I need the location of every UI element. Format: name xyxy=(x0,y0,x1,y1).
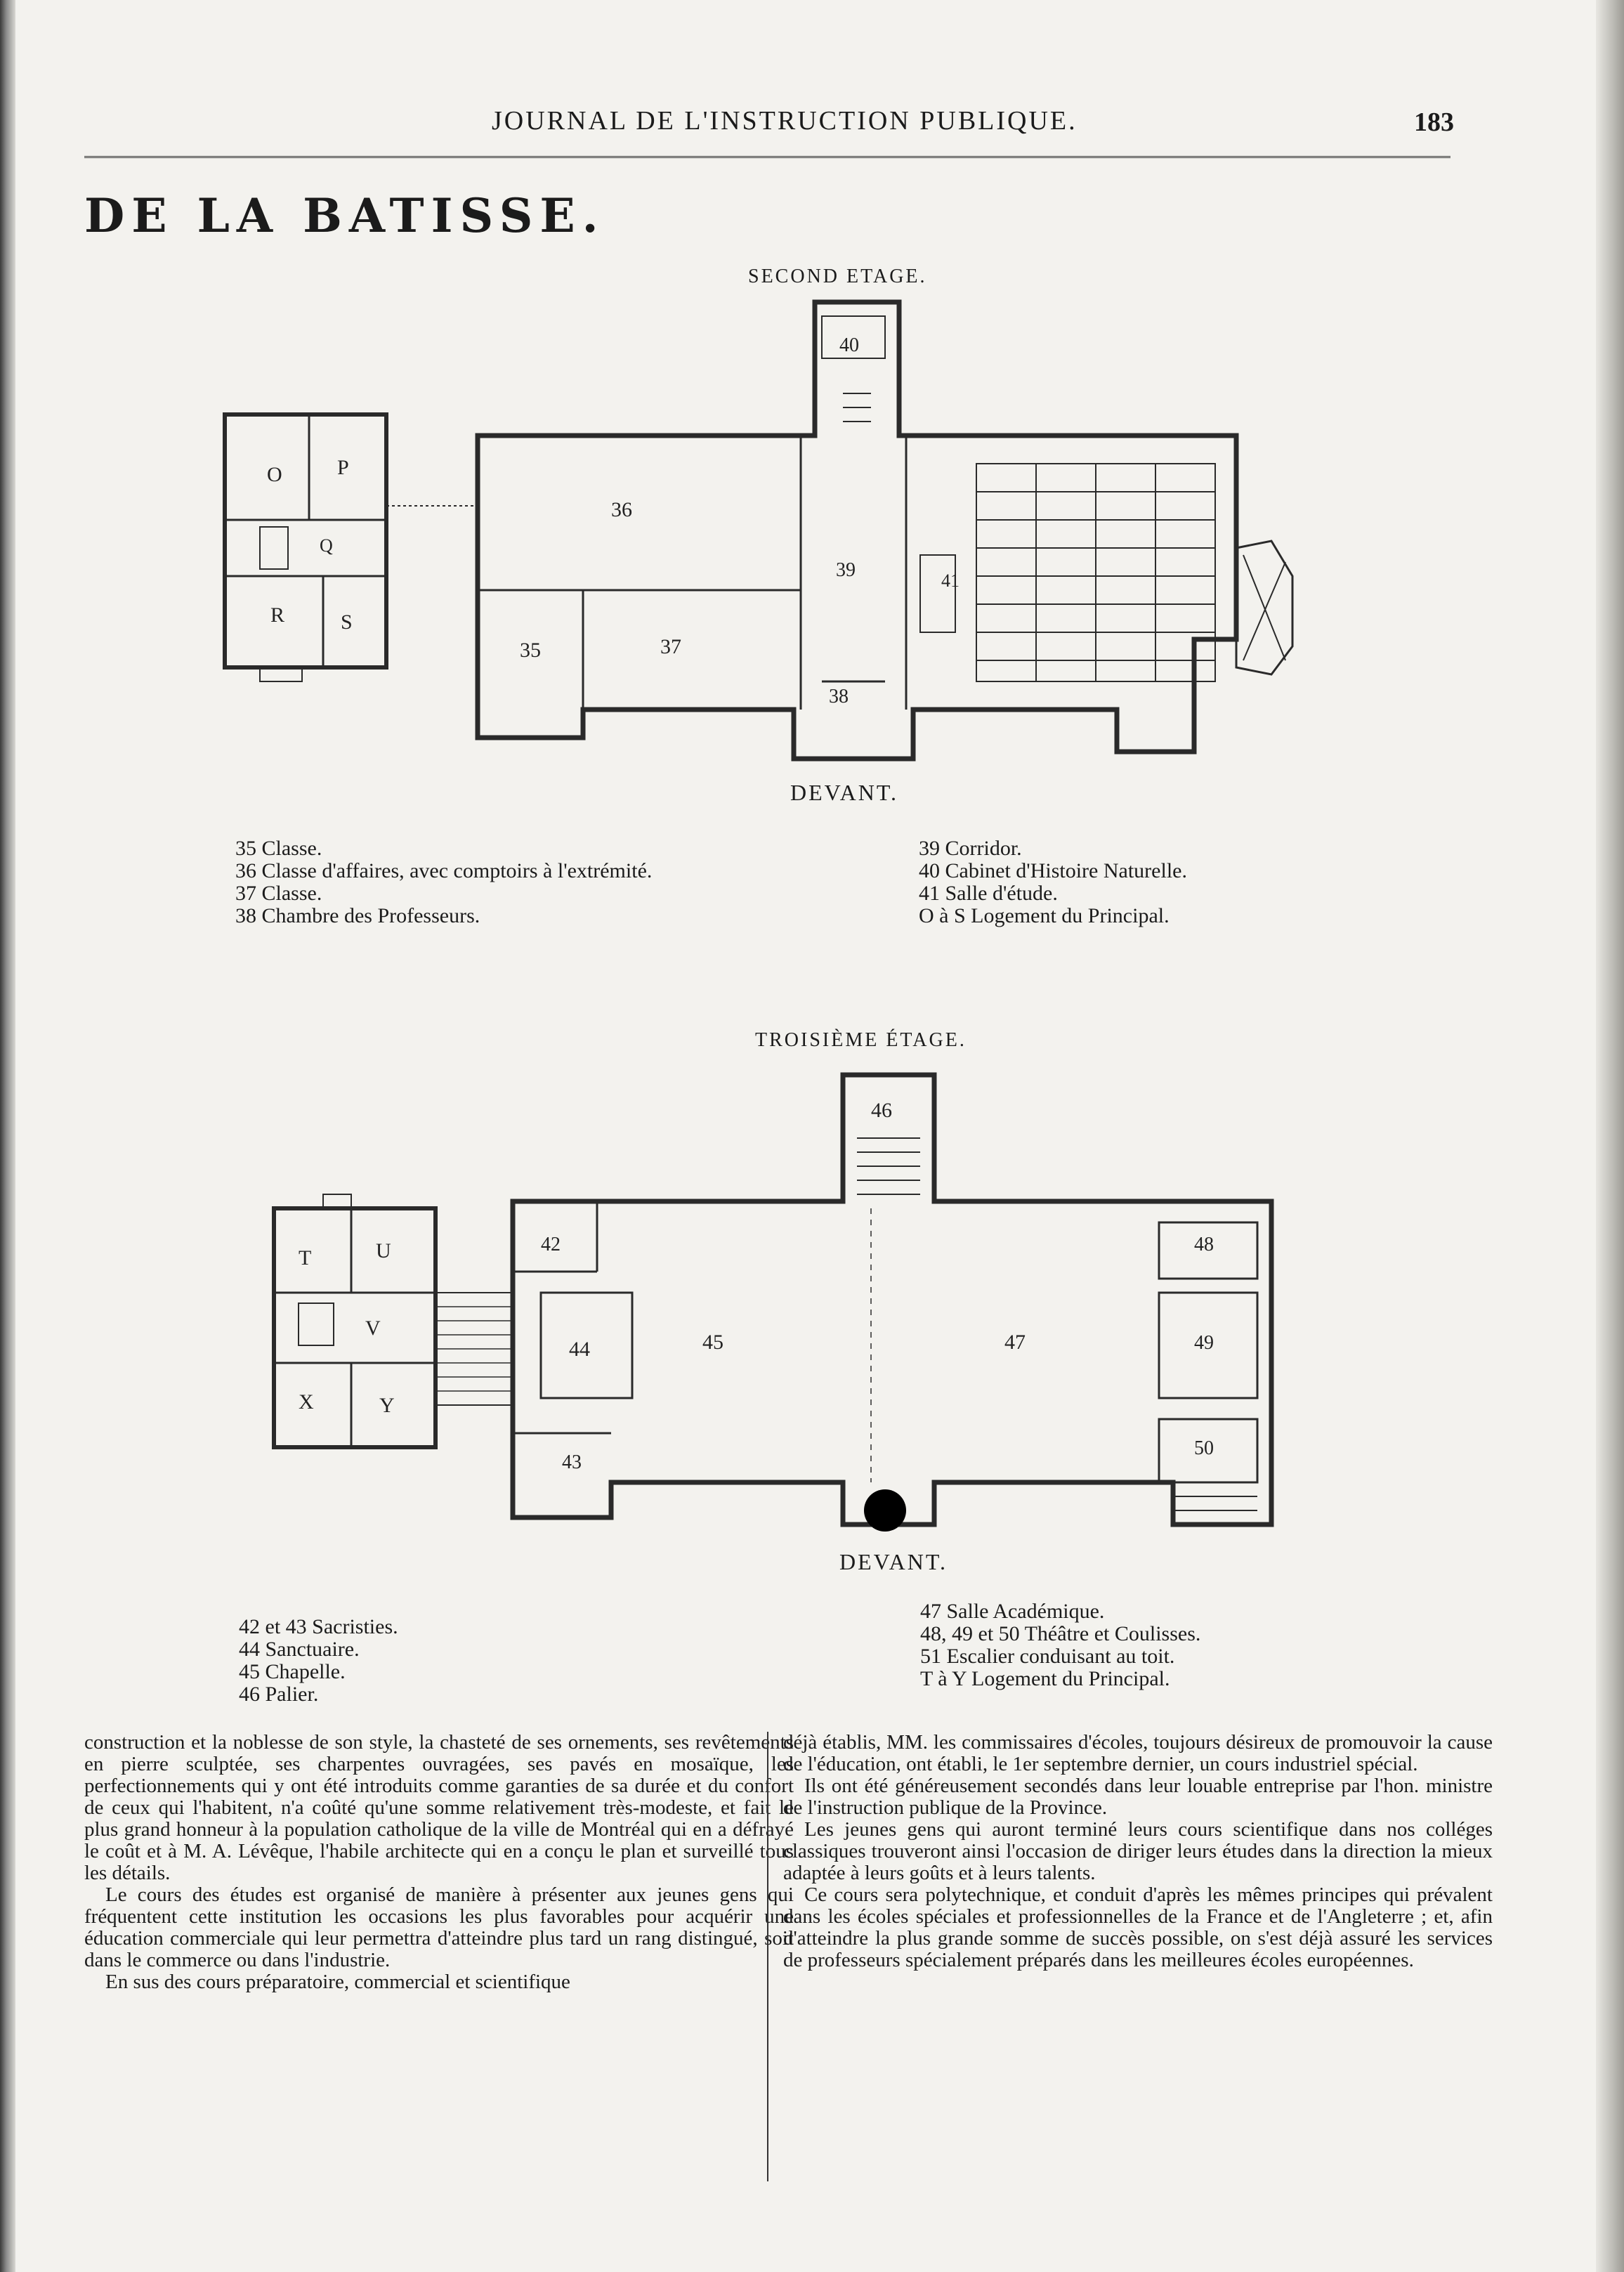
column-rule xyxy=(767,1732,768,2181)
second-floor-legend-right xyxy=(919,837,1187,927)
legend-item: 48, 49 et 50 Théâtre et Coulisses. xyxy=(920,1622,1201,1645)
second-floor-front-label: DEVANT. xyxy=(790,780,899,805)
room-label-47: 47 xyxy=(1004,1331,1026,1354)
legend-item: 36 Classe d'affaires, avec comptoirs à l'extrémité. xyxy=(235,859,653,882)
paragraph: Le cours des études est organisé de manière à présenter aux jeunes gens qui fréquentent cette institution les occasions les plus favorables pour acquérir une éducation commerciale qui leur permettra d'atteindre plus tard un rang distingué, soit dans le commerce ou dans l'industrie. xyxy=(84,1883,794,1971)
legend-item: T à Y Logement du Principal. xyxy=(920,1667,1170,1690)
room-label-r: R xyxy=(270,603,285,627)
room-label-u: U xyxy=(376,1239,391,1262)
second-floor-title: SECOND ETAGE. xyxy=(748,266,927,287)
paragraph: Ce cours sera polytechnique, et conduit d'après les mêmes principes qui prévalent dans les écoles spéciales et professionnelles de la France et de l'Angleterre ; et, afin d'atteindre la plus grande somme de succès possible, on s'est déjà assuré les services de professeurs spécialement préparés dans les meilleures écoles européennes. xyxy=(783,1883,1493,1971)
legend-item: 51 Escalier conduisant au toit. xyxy=(920,1645,1175,1668)
room-label-46: 46 xyxy=(871,1099,892,1122)
legend-item: 39 Corridor. xyxy=(919,837,1022,860)
legend-item: 37 Classe. xyxy=(235,882,322,905)
header-rule xyxy=(84,156,1451,158)
legend-item: 41 Salle d'étude. xyxy=(919,882,1058,905)
third-floor-legend-left xyxy=(239,1616,398,1706)
room-label-35: 35 xyxy=(520,639,541,662)
page-binding-edge xyxy=(0,0,15,2272)
room-label-42: 42 xyxy=(541,1234,561,1255)
room-label-50: 50 xyxy=(1194,1437,1214,1459)
room-label-37: 37 xyxy=(660,635,681,658)
paragraph: Les jeunes gens qui auront terminé leurs cours scientifique dans nos colléges classiques trouveront ainsi l'occasion de diriger leurs études dans la direction la mieux adaptée à leurs goûts et à leurs talents. xyxy=(783,1818,1493,1884)
legend-item: 46 Palier. xyxy=(239,1683,319,1706)
article-column-right xyxy=(783,1732,1493,1971)
page-header xyxy=(84,105,1454,155)
third-floor-plan xyxy=(260,1061,1299,1546)
legend-item: 45 Chapelle. xyxy=(239,1660,346,1683)
paragraph: En sus des cours préparatoire, commercial et scientifique xyxy=(105,1971,570,1993)
room-label-t: T xyxy=(299,1246,312,1269)
room-label-40: 40 xyxy=(839,334,859,356)
section-heading: DE LA BATISSE. xyxy=(84,188,605,243)
legend-item: 42 et 43 Sacristies. xyxy=(239,1615,398,1638)
legend-item: 44 Sanctuaire. xyxy=(239,1638,360,1661)
room-label-48: 48 xyxy=(1194,1234,1214,1255)
paragraph: déjà établis, MM. les commissaires d'écoles, toujours désireux de promouvoir la cause de l'éducation, ont établi, le 1er septembre dernier, un cours industriel spécial. xyxy=(783,1731,1493,1775)
room-label-s: S xyxy=(341,611,353,634)
room-label-v: V xyxy=(365,1317,381,1340)
paragraph: Ils ont été généreusement secondés dans leur louable entreprise par l'hon. ministre de l'instruction publique de la Province. xyxy=(783,1775,1493,1819)
room-label-y: Y xyxy=(379,1394,395,1417)
room-label-p: P xyxy=(337,456,349,479)
legend-item: 47 Salle Académique. xyxy=(920,1600,1105,1623)
room-label-o: O xyxy=(267,463,282,486)
paragraph: construction et la noblesse de son style, la chasteté de ses ornements, ses revêtements en pierre sculptée, ses charpentes ouvragées, ses pavés en mosaïque, les perfectionnements qui y ont été introduits comme garanties de sa durée et du confort de ceux qui l'habitent, n'a coûté qu'une somme relativement très-modeste, et fait le plus grand honneur à la population catholique de la ville de Montréal qui en a défrayé le coût et à M. A. Lévêque, l'habile architecte qui en a conçu le plan et surveillé tous les détails. xyxy=(84,1731,794,1884)
room-label-49: 49 xyxy=(1194,1332,1214,1354)
room-label-39: 39 xyxy=(836,559,856,581)
third-floor-legend-right xyxy=(920,1600,1200,1690)
page-number: 183 xyxy=(1414,107,1454,137)
room-label-41: 41 xyxy=(941,570,960,591)
room-label-45: 45 xyxy=(702,1331,723,1354)
page-right-edge xyxy=(1596,0,1624,2272)
second-floor-plan xyxy=(211,288,1307,794)
room-label-36: 36 xyxy=(611,498,632,521)
legend-item: 38 Chambre des Professeurs. xyxy=(235,904,480,927)
article-columns xyxy=(84,1732,1538,2181)
legend-item: 40 Cabinet d'Histoire Naturelle. xyxy=(919,859,1187,882)
room-label-43: 43 xyxy=(562,1451,582,1473)
third-floor-front-label: DEVANT. xyxy=(839,1549,948,1574)
second-floor-legend-left xyxy=(235,837,652,927)
legend-item: 35 Classe. xyxy=(235,837,322,860)
room-label-38: 38 xyxy=(829,686,849,707)
article-column-left xyxy=(84,1732,794,1993)
running-title: JOURNAL DE L'INSTRUCTION PUBLIQUE. xyxy=(492,106,1078,136)
room-label-44: 44 xyxy=(569,1338,590,1361)
legend-item: O à S Logement du Principal. xyxy=(919,904,1170,927)
room-label-q: Q xyxy=(320,535,333,556)
third-floor-title: TROISIÈME ÉTAGE. xyxy=(755,1029,967,1051)
room-label-x: X xyxy=(299,1390,314,1414)
